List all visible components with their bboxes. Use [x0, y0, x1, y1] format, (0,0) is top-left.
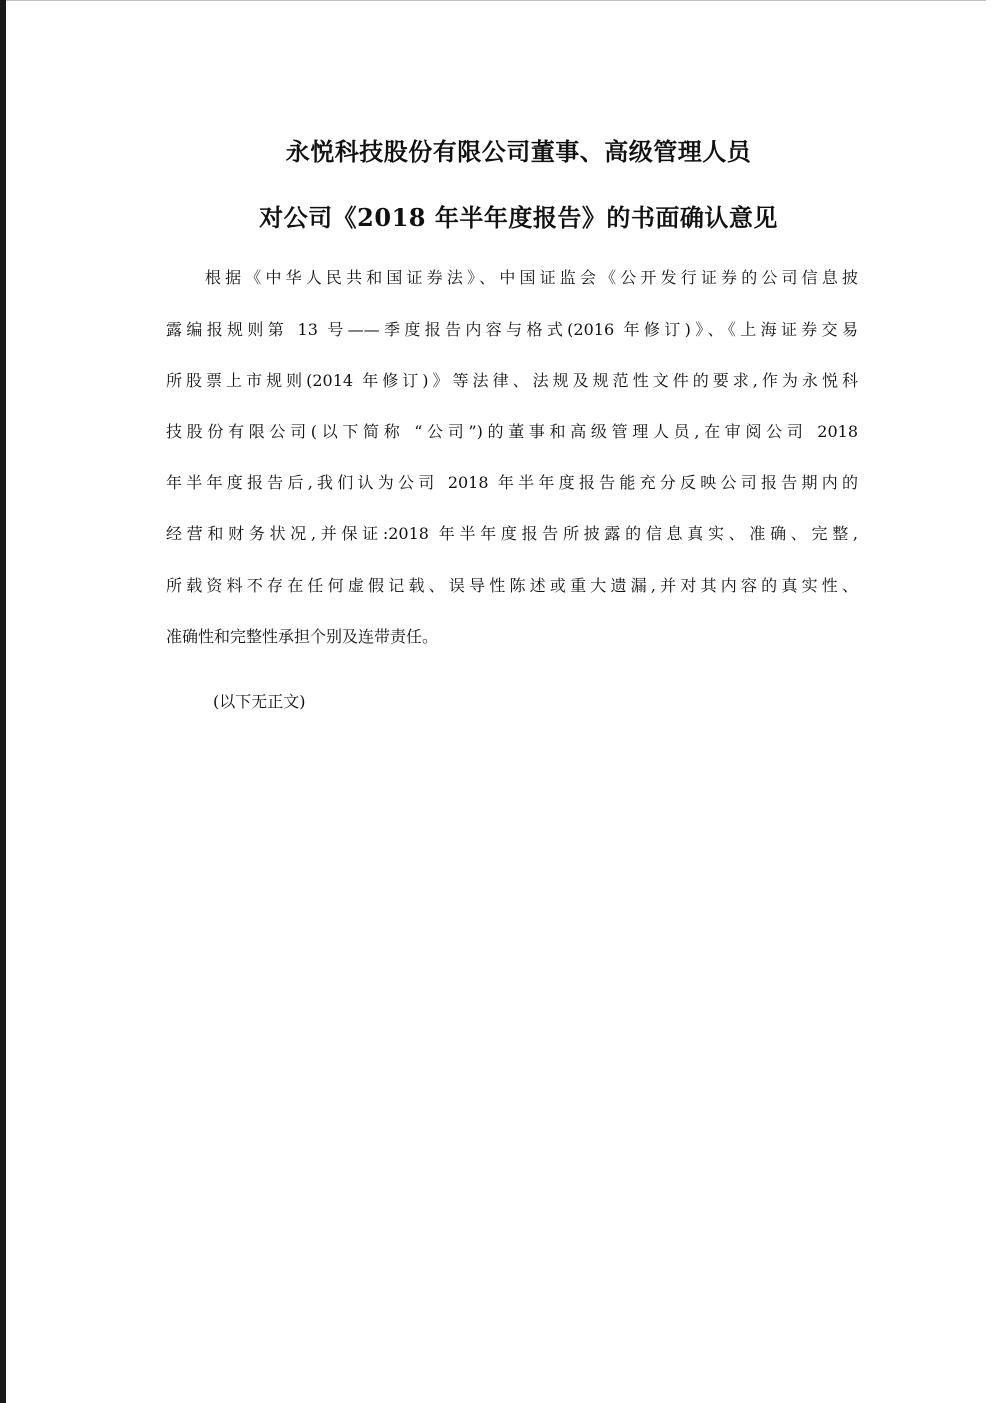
body-line-2: 露编报规则第 13 号——季度报告内容与格式(2016 年修订)》、《上海证券交易: [166, 320, 858, 339]
body-line-3: 所股票上市规则(2014 年修订)》等法律、法规及规范性文件的要求,作为永悦科: [166, 371, 858, 390]
body-line-1: 根据《中华人民共和国证券法》、中国证监会《公开发行证券的公司信息披: [205, 268, 858, 287]
body-line-6: 经营和财务状况,并保证:2018 年半年度报告所披露的信息真实、准确、完整,: [166, 524, 858, 543]
closing-note: (以下无正文): [213, 692, 306, 711]
body-line-8: 准确性和完整性承担个别及连带责任。: [166, 627, 439, 646]
body-line-7: 所载资料不存在任何虚假记载、误导性陈述或重大遗漏,并对其内容的真实性、: [166, 576, 858, 595]
body-line-5: 年半年度报告后,我们认为公司 2018 年半年度报告能充分反映公司报告期内的: [166, 473, 858, 492]
document-title-line-1: 永悦科技股份有限公司董事、高级管理人员: [285, 137, 752, 166]
document-title-line-2: 对公司《2018 年半年度报告》的书面确认意见: [259, 203, 778, 232]
body-line-4: 技股份有限公司(以下简称 “公司”)的董事和高级管理人员,在审阅公司 2018: [166, 422, 858, 441]
